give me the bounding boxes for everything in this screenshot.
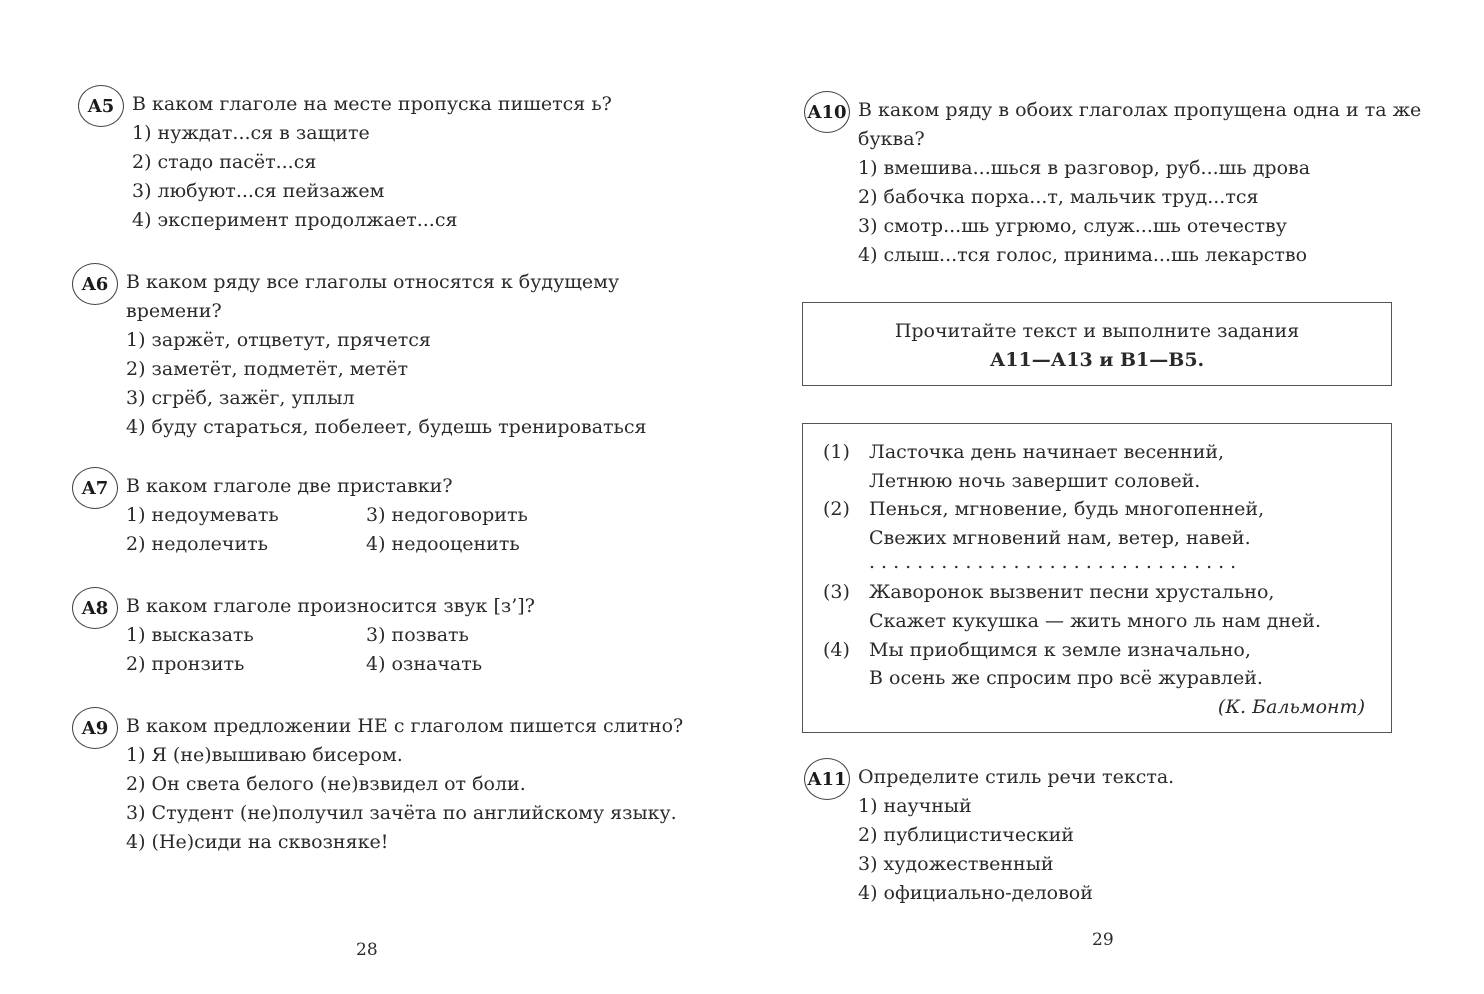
- answer-option: 3) позвать: [366, 624, 469, 646]
- answer-option: 3) недоговорить: [366, 504, 528, 526]
- question-text: Определите стиль речи текста.: [858, 766, 1175, 788]
- answer-option: 1) нуждат...ся в защите: [132, 122, 370, 144]
- answer-option: 2) бабочка порха...т, мальчик труд...тся: [858, 186, 1259, 208]
- answer-option: 3) Студент (не)получил зачёта по английскому языку.: [126, 802, 677, 824]
- poem-line: Пенься, мгновение, будь многопенней,: [869, 498, 1265, 521]
- answer-option: 2) стадо пасёт...ся: [132, 151, 317, 173]
- question-text: В каком глаголе на месте пропуска пишется ь?: [132, 93, 612, 115]
- question-number-badge: A11: [804, 758, 850, 800]
- question-a11: [804, 763, 1444, 908]
- poem-line: В осень же спросим про всё журавлей.: [869, 667, 1263, 690]
- question-text: В каком ряду в обоих глаголах пропущена одна и та же буква?: [858, 99, 1422, 150]
- answer-option: 4) (Не)сиди на сквозняке!: [126, 831, 389, 853]
- question-a8: [72, 592, 712, 679]
- question-number-badge: A6: [72, 263, 118, 305]
- poem-ellipsis: ...............................: [869, 552, 1243, 574]
- question-a5: [78, 90, 718, 235]
- page-number: 29: [1092, 930, 1114, 950]
- instruction-tasks: А11—А13 и В1—В5.: [989, 349, 1205, 371]
- right-page: [742, 0, 1484, 994]
- instruction-box: [802, 302, 1392, 386]
- answer-option: 2) публицистический: [858, 824, 1074, 846]
- answer-option: 1) заржёт, отцветут, прячется: [126, 329, 431, 351]
- poem-box: [802, 423, 1392, 733]
- poem-line: Мы приобщимся к земле изначально,: [869, 638, 1251, 661]
- poem-author: (К. Бальмонт): [1217, 695, 1365, 718]
- answer-option: 4) буду стараться, побелеет, будешь тренироваться: [126, 416, 647, 438]
- poem-line: Ласточка день начинает весенний,: [869, 441, 1225, 463]
- answer-option: 2) заметёт, подметёт, метёт: [126, 358, 409, 380]
- poem-line: Свежих мгновений нам, ветер, навей.: [869, 526, 1251, 549]
- answer-option: 2) пронзить: [126, 653, 245, 675]
- question-text: В каком глаголе две приставки?: [126, 475, 453, 497]
- answer-option: 1) Я (не)вышиваю бисером.: [126, 744, 403, 766]
- question-a6: [72, 268, 712, 442]
- answer-option: 4) слыш...тся голос, принима...шь лекарство: [858, 244, 1308, 266]
- question-a10: [804, 96, 1444, 270]
- question-number-badge: A9: [72, 707, 118, 749]
- question-number-badge: A8: [72, 587, 118, 629]
- page-number: 28: [356, 940, 378, 960]
- question-a7: [72, 472, 712, 559]
- question-number-badge: A10: [804, 91, 850, 133]
- answer-option: 3) смотр...шь угрюмо, служ...шь отечеству: [858, 215, 1287, 237]
- poem-line: Скажет кукушка — жить много ль нам дней.: [869, 609, 1321, 632]
- question-number-badge: A5: [78, 85, 124, 127]
- answer-option: 1) научный: [858, 795, 972, 817]
- answer-option: 1) высказать: [126, 624, 254, 646]
- question-a9: [72, 712, 692, 857]
- poem-line: Летнюю ночь завершит соловей.: [869, 469, 1201, 492]
- question-number-badge: A7: [72, 467, 118, 509]
- answer-option: 3) любуют...ся пейзажем: [132, 180, 385, 202]
- answer-option: 2) недолечить: [126, 533, 268, 555]
- stanza-number: (2): [823, 498, 850, 521]
- stanza-number: (4): [823, 638, 850, 661]
- answer-option: 1) вмешива...шься в разговор, руб...шь дрова: [858, 157, 1311, 179]
- poem-line: Жаворонок вызвенит песни хрустально,: [869, 581, 1275, 604]
- answer-option: 4) официально-деловой: [858, 882, 1093, 904]
- answer-option: 3) художественный: [858, 853, 1054, 875]
- question-text: В каком глаголе произносится звук [з’]?: [126, 595, 535, 617]
- answer-option: 1) недоумевать: [126, 504, 279, 526]
- answer-option: 4) эксперимент продолжает...ся: [132, 209, 458, 231]
- answer-option: 4) недооценить: [366, 533, 520, 555]
- answer-option: 4) означать: [366, 653, 483, 675]
- question-text: В каком предложении НЕ с глаголом пишется слитно?: [126, 715, 684, 737]
- instruction-line: Прочитайте текст и выполните задания: [894, 320, 1300, 342]
- answer-option: 3) сгрёб, зажёг, уплыл: [126, 387, 355, 409]
- answer-option: 2) Он света белого (не)взвидел от боли.: [126, 773, 526, 795]
- stanza-number: (3): [823, 581, 850, 604]
- question-text: В каком ряду все глаголы относятся к будущему времени?: [126, 271, 620, 322]
- stanza-number: (1): [823, 441, 850, 463]
